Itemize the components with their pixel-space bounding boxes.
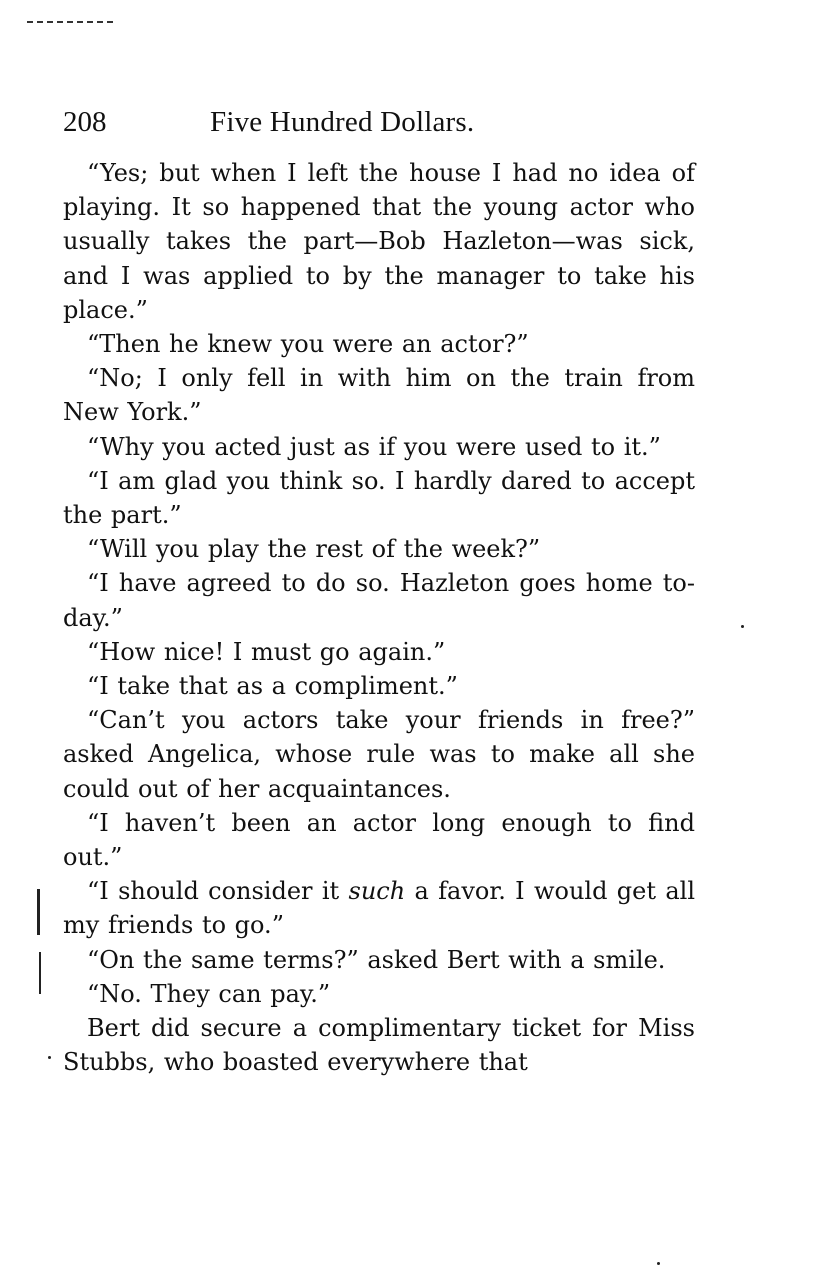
paragraph: “On the same terms?” asked Bert with a smile. [87,945,666,974]
paragraph: Bert did secure a complimentary ticket for Miss Stubbs, who boasted everywhere that [63,1014,695,1077]
margin-mark [37,889,40,935]
paragraph: “Yes; but when I left the house I had no idea of playing. It so happened that the young actor who usually takes the part—Bob Hazleton—was sick, and I was applied to by the manager to take his place.” [63,159,695,324]
page-header [63,102,703,142]
italic-word: such [348,877,406,906]
paragraph: “Will you play the rest of the week?” [87,535,541,564]
paragraph: “I am glad you think so. I hardly dared to accept the part.” [63,466,695,530]
margin-dot [48,1056,51,1059]
paragraph-text: a favor. I would get all my friends to go.” [63,877,696,940]
paragraph: “I haven’t been an actor long enough to find out.” [63,808,695,872]
paragraph-text: “I should consider it [87,877,349,906]
margin-dot [657,1262,660,1265]
body-text [63,156,695,1079]
paragraph: “I take that as a compliment.” [87,672,458,701]
margin-dot [741,625,744,628]
paragraph: “I have agreed to do so. Hazleton goes home to-day.” [63,569,695,632]
paragraph: “Then he knew you were an actor?” [87,330,529,359]
paragraph: “No. They can pay.” [87,979,331,1008]
running-title: Five Hundred Dollars. [210,106,475,138]
margin-mark [39,952,41,994]
page-number: 208 [63,106,107,138]
paragraph: “Why you acted just as if you were used to it.” [87,432,661,461]
paragraph: “Can’t you actors take your friends in free?” asked Angelica, whose rule was to make all she could out of her acquaintances. [63,706,695,803]
paragraph [63,874,695,942]
paragraph: “No; I only fell in with him on the train from New York.” [63,364,695,427]
paragraph: “How nice! I must go again.” [87,637,446,666]
scan-mark-top [27,21,113,25]
